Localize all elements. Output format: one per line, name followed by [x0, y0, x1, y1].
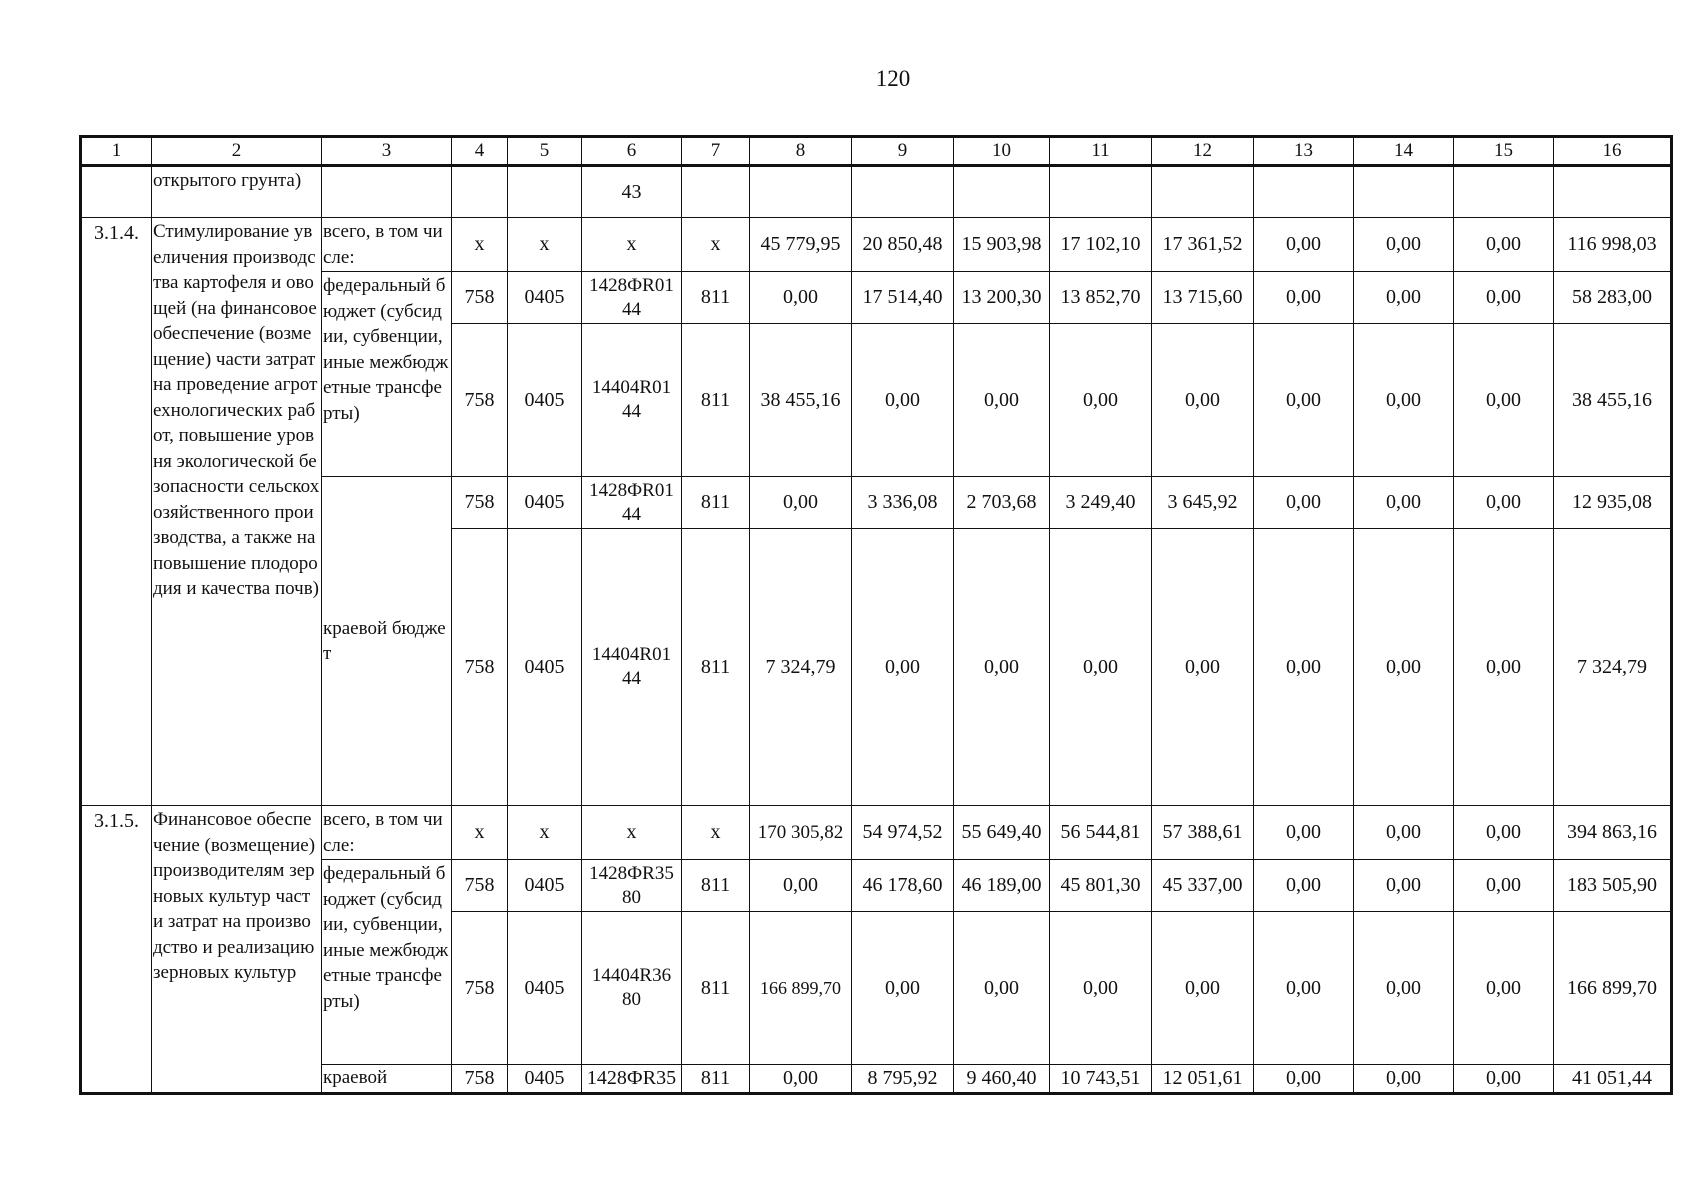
target-code: 1428ФR01 44	[582, 272, 682, 324]
admin-code: 758	[452, 272, 508, 324]
amount-cell: 0,00	[1454, 1065, 1554, 1094]
amount-cell: 0,00	[1454, 218, 1554, 272]
section-code: 0405	[508, 1065, 582, 1094]
amount-cell: 0,00	[954, 324, 1050, 477]
column-header: 13	[1254, 137, 1354, 166]
expense-type: 811	[682, 324, 750, 477]
admin-code: х	[452, 806, 508, 860]
measure-number: 3.1.4.	[81, 218, 152, 806]
amount-cell: 10 743,51	[1050, 1065, 1152, 1094]
amount-cell: 0,00	[1254, 1065, 1354, 1094]
measure-number: 3.1.5.	[81, 806, 152, 1094]
admin-code: 758	[452, 1065, 508, 1094]
section-code: 0405	[508, 272, 582, 324]
amount-cell: 17 361,52	[1152, 218, 1254, 272]
page-number: 120	[875, 66, 911, 91]
cell-empty	[852, 166, 954, 218]
column-header: 1	[81, 137, 152, 166]
amount-cell: 13 852,70	[1050, 272, 1152, 324]
amount-cell: 0,00	[954, 529, 1050, 806]
cell-empty	[508, 166, 582, 218]
amount-cell: 0,00	[750, 272, 852, 324]
target-code: 1428ФR35	[582, 1065, 682, 1094]
amount-cell: 38 455,16	[750, 324, 852, 477]
amount-cell: 0,00	[1152, 529, 1254, 806]
funding-source: всего, в том числе:	[322, 218, 452, 272]
amount-total: 183 505,90	[1554, 860, 1672, 912]
amount-cell: 2 703,68	[954, 477, 1050, 529]
amount-cell: 0,00	[1454, 912, 1554, 1065]
amount-cell: 17 102,10	[1050, 218, 1152, 272]
amount-cell: 12 051,61	[1152, 1065, 1254, 1094]
amount-cell: 8 795,92	[852, 1065, 954, 1094]
amount-cell: 57 388,61	[1152, 806, 1254, 860]
amount-cell: 56 544,81	[1050, 806, 1152, 860]
amount-cell: 0,00	[1254, 477, 1354, 529]
amount-total: 58 283,00	[1554, 272, 1672, 324]
amount-total: 41 051,44	[1554, 1065, 1672, 1094]
funding-source: федеральный бюджет (субсидии, субвенции, иные межбюджетные трансферты)	[322, 272, 452, 477]
amount-cell: 0,00	[852, 529, 954, 806]
target-code: 1428ФR35 80	[582, 860, 682, 912]
funding-source: всего, в том числе:	[322, 806, 452, 860]
cell-empty	[1354, 166, 1454, 218]
amount-cell: 0,00	[1354, 529, 1454, 806]
expense-type: 811	[682, 477, 750, 529]
amount-cell: 0,00	[1454, 806, 1554, 860]
amount-cell: 0,00	[1354, 860, 1454, 912]
cell-empty	[1454, 166, 1554, 218]
amount-cell: 0,00	[1254, 272, 1354, 324]
amount-cell: 0,00	[852, 324, 954, 477]
section-code: 0405	[508, 860, 582, 912]
amount-total: 116 998,03	[1554, 218, 1672, 272]
column-header: 8	[750, 137, 852, 166]
amount-cell: 20 850,48	[852, 218, 954, 272]
amount-total: 166 899,70	[1554, 912, 1672, 1065]
amount-cell: 0,00	[1354, 324, 1454, 477]
admin-code: 758	[452, 477, 508, 529]
amount-total: 394 863,16	[1554, 806, 1672, 860]
column-header: 10	[954, 137, 1050, 166]
column-header: 5	[508, 137, 582, 166]
admin-code: 758	[452, 860, 508, 912]
funding-source: краевой бюджет	[322, 477, 452, 806]
amount-cell: 45 337,00	[1152, 860, 1254, 912]
table-row	[81, 806, 1672, 860]
amount-cell: 15 903,98	[954, 218, 1050, 272]
amount-cell: 170 305,82	[750, 806, 852, 860]
measure-name: Финансовое обеспечение (возмещение) производителям зерновых культур части затрат на производство и реализацию зерновых культур	[152, 806, 322, 1094]
cell-empty	[452, 166, 508, 218]
budget-table	[79, 135, 1673, 1095]
amount-cell: 45 779,95	[750, 218, 852, 272]
column-header: 4	[452, 137, 508, 166]
budget-code: 43	[582, 166, 682, 218]
expense-type: 811	[682, 1065, 750, 1094]
funding-source: краевой	[322, 1065, 452, 1094]
section-code: 0405	[508, 324, 582, 477]
amount-cell: 0,00	[1454, 477, 1554, 529]
column-header: 16	[1554, 137, 1672, 166]
target-code: 1428ФR01 44	[582, 477, 682, 529]
column-header: 7	[682, 137, 750, 166]
cell-empty	[1152, 166, 1254, 218]
amount-cell: 0,00	[1354, 272, 1454, 324]
amount-cell: 0,00	[1254, 218, 1354, 272]
target-code: х	[582, 218, 682, 272]
admin-code: 758	[452, 912, 508, 1065]
amount-cell: 0,00	[750, 860, 852, 912]
amount-cell: 45 801,30	[1050, 860, 1152, 912]
column-header: 9	[852, 137, 954, 166]
amount-cell: 0,00	[1454, 324, 1554, 477]
amount-cell: 3 249,40	[1050, 477, 1152, 529]
section-code: х	[508, 806, 582, 860]
amount-cell: 9 460,40	[954, 1065, 1050, 1094]
cell-empty	[682, 166, 750, 218]
funding-source: федеральный бюджет (субсидии, субвенции, иные межбюджетные трансферты)	[322, 860, 452, 1065]
cell-empty	[1254, 166, 1354, 218]
section-code: 0405	[508, 529, 582, 806]
measure-name: открытого грунта)	[152, 166, 322, 218]
cell-empty	[954, 166, 1050, 218]
header-row	[81, 137, 1672, 166]
column-header: 12	[1152, 137, 1254, 166]
amount-cell: 0,00	[852, 912, 954, 1065]
amount-cell: 0,00	[1254, 529, 1354, 806]
section-code: х	[508, 218, 582, 272]
amount-cell: 0,00	[1050, 912, 1152, 1065]
amount-cell: 0,00	[954, 912, 1050, 1065]
column-header: 6	[582, 137, 682, 166]
expense-type: х	[682, 218, 750, 272]
expense-type: 811	[682, 529, 750, 806]
amount-cell: 7 324,79	[750, 529, 852, 806]
amount-cell: 0,00	[1454, 860, 1554, 912]
amount-cell: 0,00	[750, 1065, 852, 1094]
cell-empty	[1050, 166, 1152, 218]
target-code: 14404R36 80	[582, 912, 682, 1065]
amount-cell: 3 336,08	[852, 477, 954, 529]
cell-empty	[322, 166, 452, 218]
admin-code: 758	[452, 529, 508, 806]
amount-cell: 3 645,92	[1152, 477, 1254, 529]
target-code: 14404R01 44	[582, 324, 682, 477]
target-code: 14404R01 44	[582, 529, 682, 806]
amount-cell: 0,00	[750, 477, 852, 529]
amount-cell: 0,00	[1354, 912, 1454, 1065]
cell-empty	[1554, 166, 1672, 218]
target-code: х	[582, 806, 682, 860]
amount-cell: 0,00	[1254, 806, 1354, 860]
admin-code: х	[452, 218, 508, 272]
amount-cell: 0,00	[1354, 218, 1454, 272]
amount-cell: 0,00	[1354, 477, 1454, 529]
amount-cell: 13 200,30	[954, 272, 1050, 324]
expense-type: 811	[682, 272, 750, 324]
amount-total: 12 935,08	[1554, 477, 1672, 529]
column-header: 15	[1454, 137, 1554, 166]
cell-empty	[750, 166, 852, 218]
column-header: 2	[152, 137, 322, 166]
column-header: 11	[1050, 137, 1152, 166]
section-code: 0405	[508, 477, 582, 529]
amount-cell: 0,00	[1152, 912, 1254, 1065]
amount-cell: 0,00	[1354, 1065, 1454, 1094]
section-code: 0405	[508, 912, 582, 1065]
expense-type: х	[682, 806, 750, 860]
column-header: 3	[322, 137, 452, 166]
amount-cell: 13 715,60	[1152, 272, 1254, 324]
amount-cell: 0,00	[1354, 806, 1454, 860]
amount-cell: 54 974,52	[852, 806, 954, 860]
amount-cell: 0,00	[1254, 860, 1354, 912]
amount-cell: 0,00	[1050, 324, 1152, 477]
expense-type: 811	[682, 912, 750, 1065]
amount-cell: 0,00	[1254, 324, 1354, 477]
amount-cell: 0,00	[1152, 324, 1254, 477]
amount-cell: 0,00	[1050, 529, 1152, 806]
amount-cell: 0,00	[1454, 529, 1554, 806]
amount-total: 7 324,79	[1554, 529, 1672, 806]
amount-cell: 0,00	[1454, 272, 1554, 324]
amount-cell: 17 514,40	[852, 272, 954, 324]
table-row	[81, 166, 1672, 218]
measure-name: Стимулирование увеличения производства картофеля и овощей (на финансовое обеспечение (возмещение) части затрат на проведение агротехнологических работ, повышение уровня экологической безопасности сельскохозяйственного производства, а также на повышение плодородия и качества почв)	[152, 218, 322, 806]
admin-code: 758	[452, 324, 508, 477]
cell-empty	[81, 166, 152, 218]
amount-cell: 55 649,40	[954, 806, 1050, 860]
amount-total: 38 455,16	[1554, 324, 1672, 477]
amount-cell: 46 178,60	[852, 860, 954, 912]
amount-cell: 166 899,70	[750, 912, 852, 1065]
table-row	[81, 218, 1672, 272]
column-header: 14	[1354, 137, 1454, 166]
amount-cell: 46 189,00	[954, 860, 1050, 912]
expense-type: 811	[682, 860, 750, 912]
amount-cell: 0,00	[1254, 912, 1354, 1065]
